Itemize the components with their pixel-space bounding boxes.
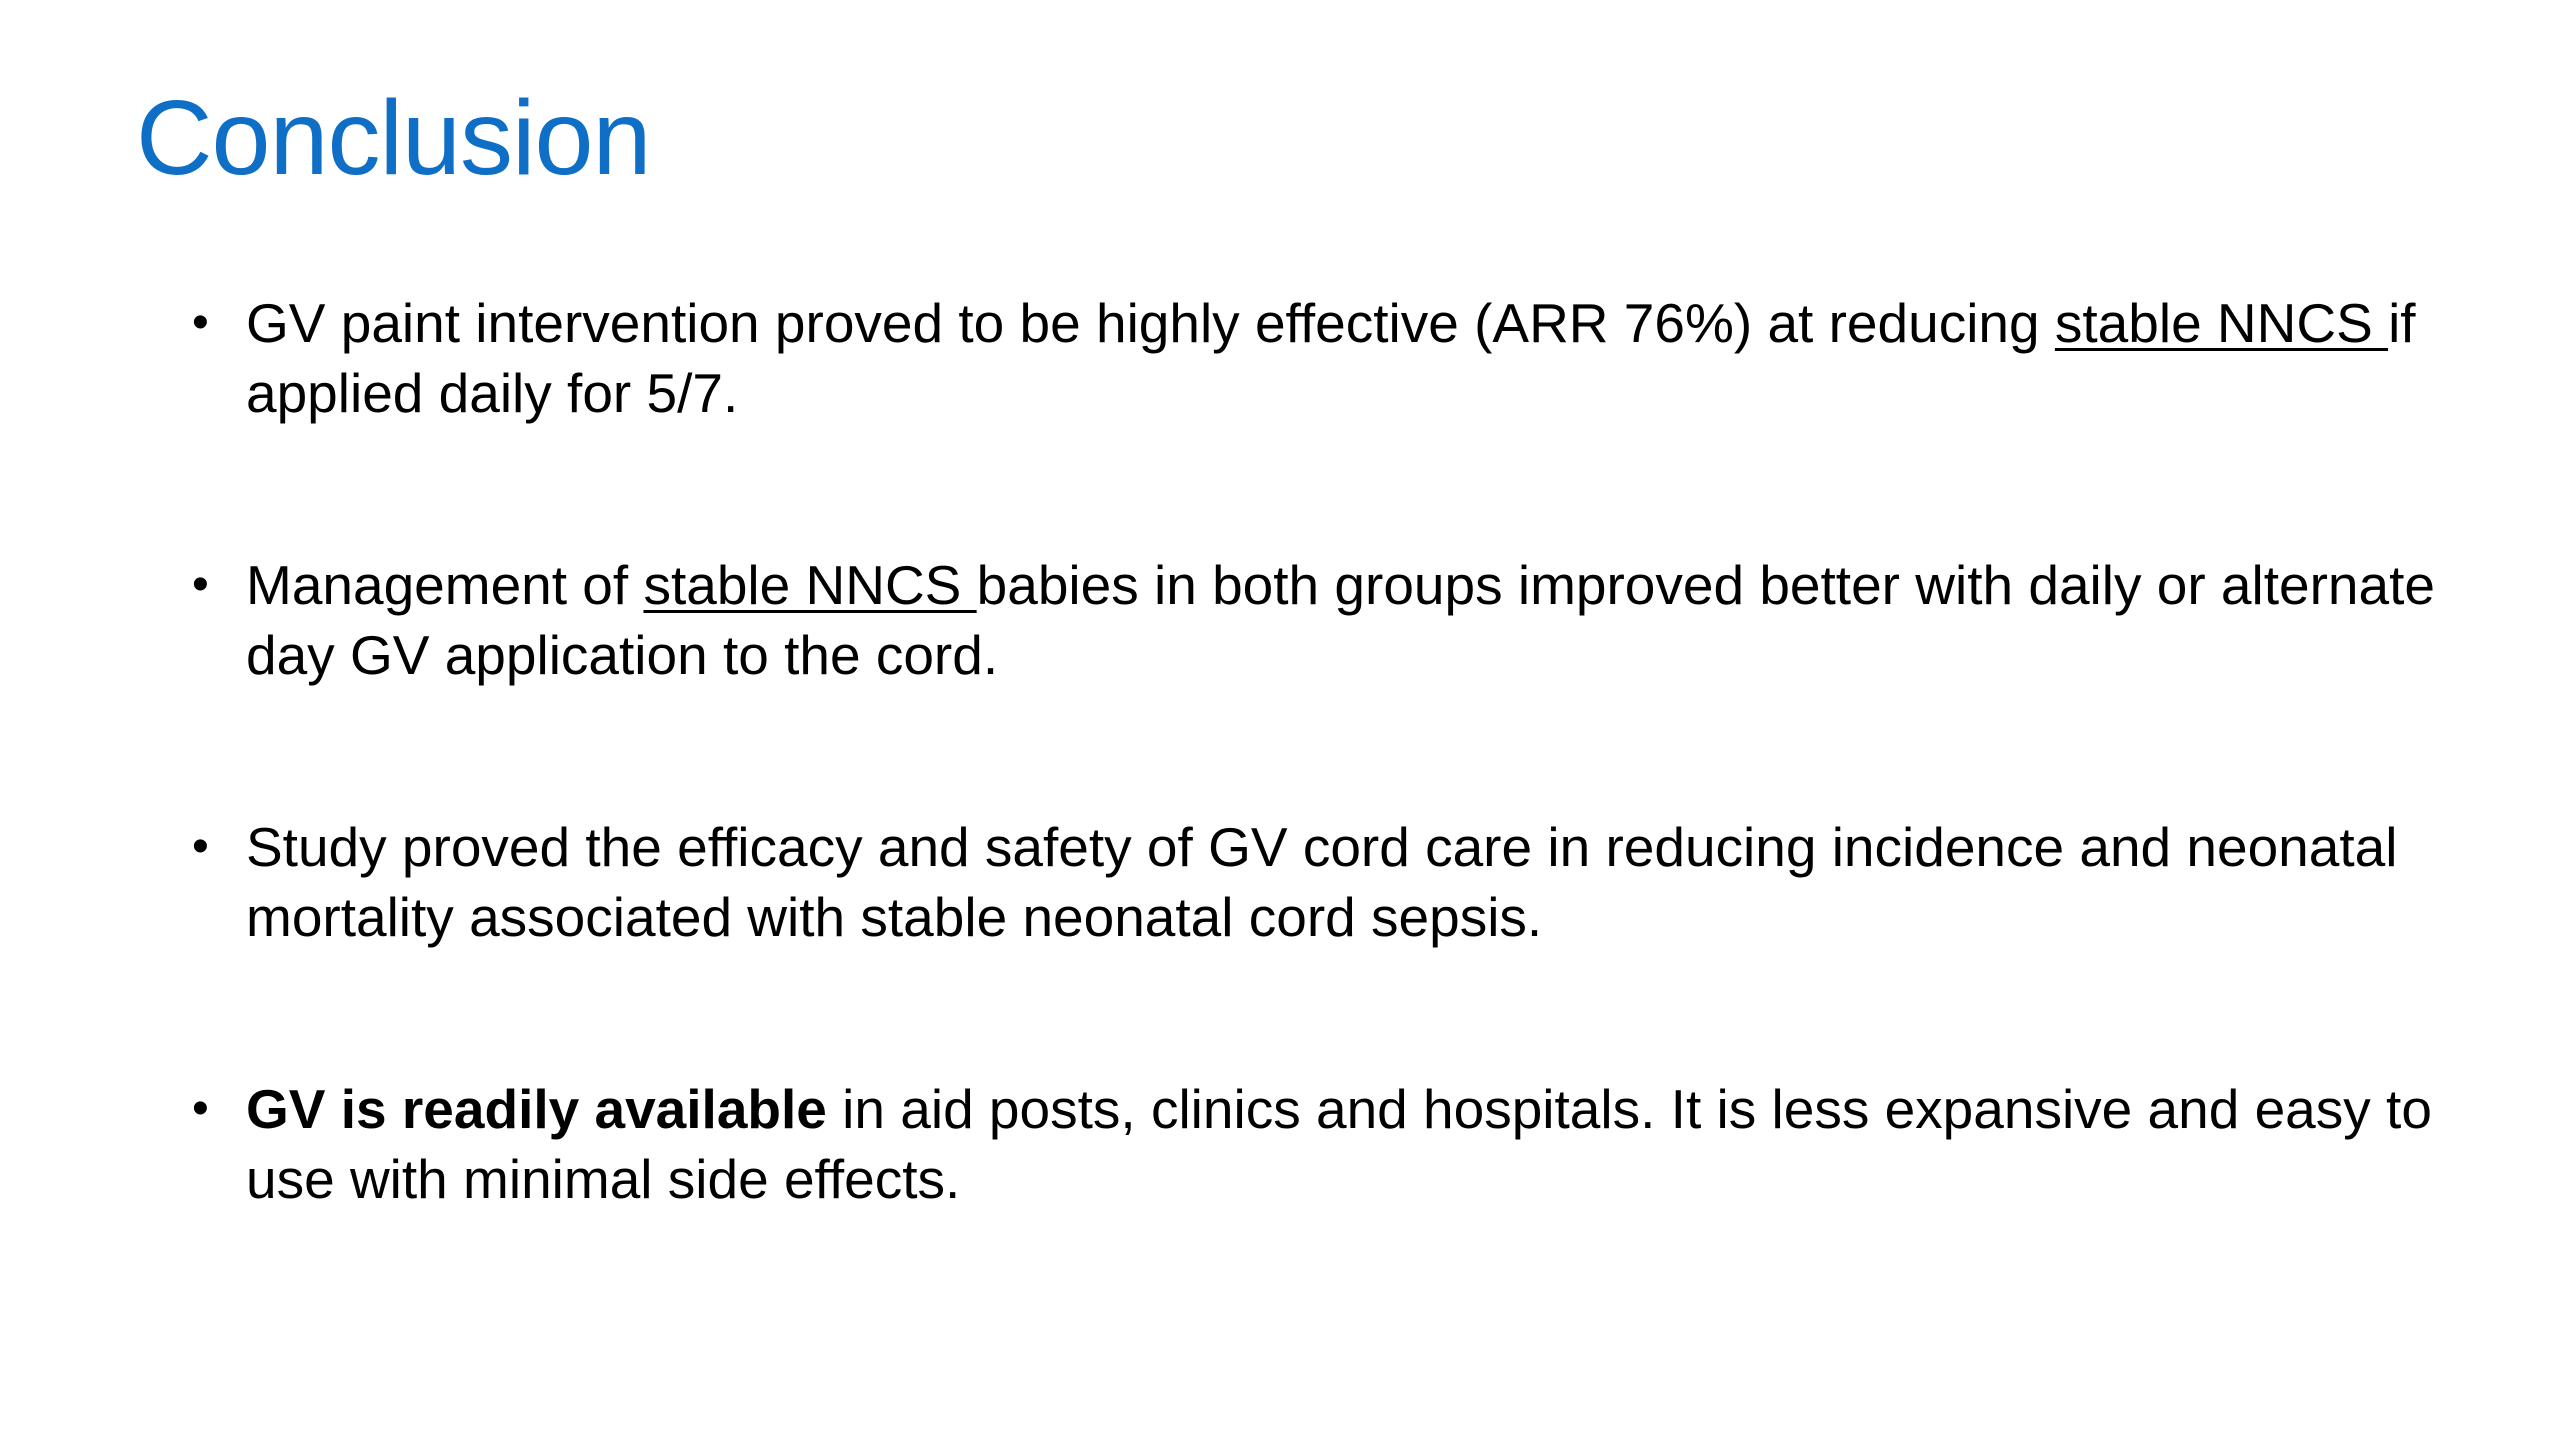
bullet-3-text: Study proved the efficacy and safety of GV cord care in reducing incidence and neonatal mortality associated with stable neonatal cord sepsis. <box>246 816 2398 948</box>
bullet-2-underlined-text: stable NNCS <box>643 554 977 616</box>
bullet-item-2 <box>190 550 2470 690</box>
bullet-dot-icon: • <box>192 820 209 873</box>
bullet-item-3 <box>190 812 2470 952</box>
bullet-item-1 <box>190 288 2470 428</box>
bullet-1-text-1: GV paint intervention proved to be highly effective (ARR 76%) at reducing <box>246 292 2055 354</box>
bullet-4-text: in aid posts, clinics and hospitals. It is less expansive and easy to use with minimal side effects. <box>246 1078 2432 1210</box>
bullet-dot-icon: • <box>192 558 209 611</box>
bullet-dot-icon: • <box>192 296 209 349</box>
bullet-1-text-2: if applied daily for 5/7. <box>246 292 2416 424</box>
bullet-dot-icon: • <box>192 1082 209 1135</box>
bullet-2-text-2: babies in both groups improved better with daily or alternate day GV application to the cord. <box>246 554 2435 686</box>
slide-title: Conclusion <box>136 79 651 197</box>
bullet-4-bold-text: GV is readily available <box>246 1078 827 1140</box>
bullet-item-4 <box>190 1074 2470 1214</box>
bullet-1-underlined-text: stable NNCS <box>2054 292 2389 354</box>
bullet-2-text-1: Management of <box>246 554 644 616</box>
bullet-list <box>190 288 2470 1214</box>
